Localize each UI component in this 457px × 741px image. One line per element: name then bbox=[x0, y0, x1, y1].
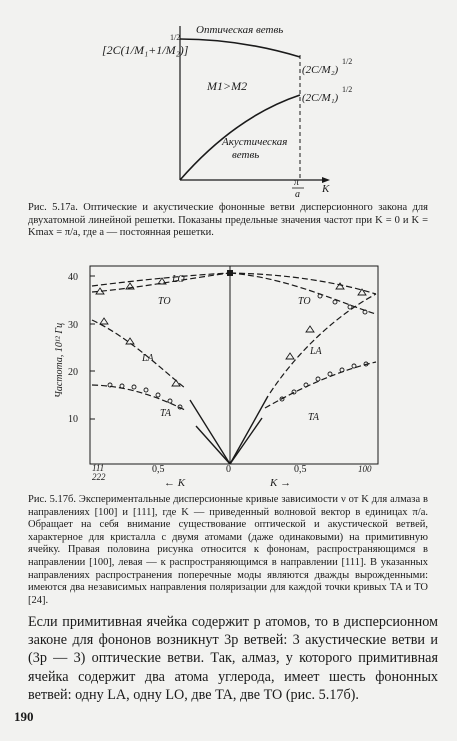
sound-line-la-left bbox=[190, 400, 230, 464]
fig-b-frame bbox=[90, 266, 378, 464]
fig-b-xtick-right-05: 0,5 bbox=[294, 464, 307, 475]
fig-b-k-right: K → bbox=[270, 477, 292, 488]
page-number: 190 bbox=[14, 709, 34, 724]
mass-relation-label: M1>M2 bbox=[207, 79, 248, 93]
label-to-right: TO bbox=[298, 296, 311, 307]
fig-a-level-upper-exp: 1/2 bbox=[342, 57, 353, 66]
optical-branch-label: Оптическая ветвь bbox=[196, 24, 284, 36]
fig-b-left-end-111: 111 bbox=[92, 463, 105, 473]
body-paragraph: Если примитивная ячейка содержит p атомов, то в дисперсионном законе для фононов возникнут 3p ветвей: 3 акустические ветви и (3p — 3) оптические ветви. Так, алмаз, у которого примитивная ячейка содержит два атома углерода, имеет шесть фононных ветвей: одну LA, одну LO, две TA, две TO (рис. 5.17б). bbox=[28, 614, 438, 703]
fig-b-xtick-left-05: 0,5 bbox=[152, 464, 165, 475]
fig-b-xtick-center-0: 0 bbox=[226, 464, 231, 475]
fig-a-level-lower: (2C/M₁) bbox=[302, 92, 339, 104]
figure-5-17b bbox=[0, 258, 457, 488]
label-lo: LO bbox=[172, 274, 185, 285]
gamma-point-marker bbox=[227, 270, 233, 276]
fig-b-k-left: ← K bbox=[164, 477, 186, 488]
to-branch-curve-left bbox=[92, 273, 230, 292]
fig-a-tick-pi: π bbox=[294, 177, 300, 188]
la-branch-curve-left bbox=[92, 320, 185, 388]
label-to-left: TO bbox=[158, 296, 171, 307]
label-ta-left: TA bbox=[160, 408, 171, 419]
figure-5-17a bbox=[0, 0, 457, 200]
ta-right-markers bbox=[280, 362, 368, 401]
fig-b-ytick-10: 10 bbox=[68, 414, 78, 425]
fig-b-ytick-40: 40 bbox=[68, 272, 78, 283]
label-la-left: LA bbox=[142, 353, 154, 364]
fig-a-level-upper: (2C/M₂) bbox=[302, 64, 339, 76]
fig-b-ytick-20: 20 bbox=[68, 367, 78, 378]
fig-a-formula: [2C(1/M₁+1/M₂)] bbox=[102, 43, 189, 57]
label-la-right: LA bbox=[310, 346, 322, 357]
ta-branch-curve-left bbox=[92, 385, 185, 410]
fig-b-y-axis-label: Частота, 10¹² Гц bbox=[54, 322, 65, 398]
label-ta-right: TA bbox=[308, 412, 319, 423]
fig-a-level-lower-exp: 1/2 bbox=[342, 85, 353, 94]
caption-fig-5-17a: Рис. 5.17a. Оптические и акустические фононные ветви дисперсионного закона для двухатомной линейной решетки. Показаны предельные значения частот при K = 0 и K = Kmax = π/a, где a — постоянная решетки. bbox=[28, 202, 428, 239]
fig-b-ytick-30: 30 bbox=[68, 320, 78, 331]
acoustic-branch-label-1: Акустическая bbox=[222, 136, 288, 148]
fig-a-x-axis-label: K bbox=[322, 183, 330, 195]
optical-branch-curve bbox=[180, 39, 300, 57]
caption-fig-5-17b: Рис. 5.17б. Экспериментальные дисперсионные кривые зависимости ν от K для алмаза в направлениях [100] и [111], где K — приведенный волновой вектор в единицах π/a. Обращает на себя внимание существование оптической и акустической ветвей, характерное для кристалла с двумя атомами (даже одинаковыми) на примитивную ячейку. Правая половина рисунка относится к фононам, распространяющимся в направлении [100], левая — к распространяющимся в направлении [111]. В указанных направлениях распространения поперечные моды являются дважды вырожденными: имеются два независимых направления поляризации для каждой точки кривых TA и TO [24]. bbox=[28, 494, 428, 606]
sound-line-la-right bbox=[230, 396, 268, 464]
acoustic-branch-label-2: ветвь bbox=[232, 149, 260, 161]
fig-b-right-end-100: 100 bbox=[358, 464, 372, 474]
sound-line-ta-right bbox=[230, 418, 262, 464]
triangle-markers bbox=[96, 278, 366, 386]
sound-line-ta-left bbox=[196, 426, 230, 464]
fig-b-left-end-222: 222 bbox=[92, 472, 106, 482]
fig-a-formula-exp: 1/2 bbox=[170, 33, 181, 42]
ta-left-markers bbox=[108, 383, 182, 409]
fig-a-tick-a: a bbox=[295, 189, 300, 200]
